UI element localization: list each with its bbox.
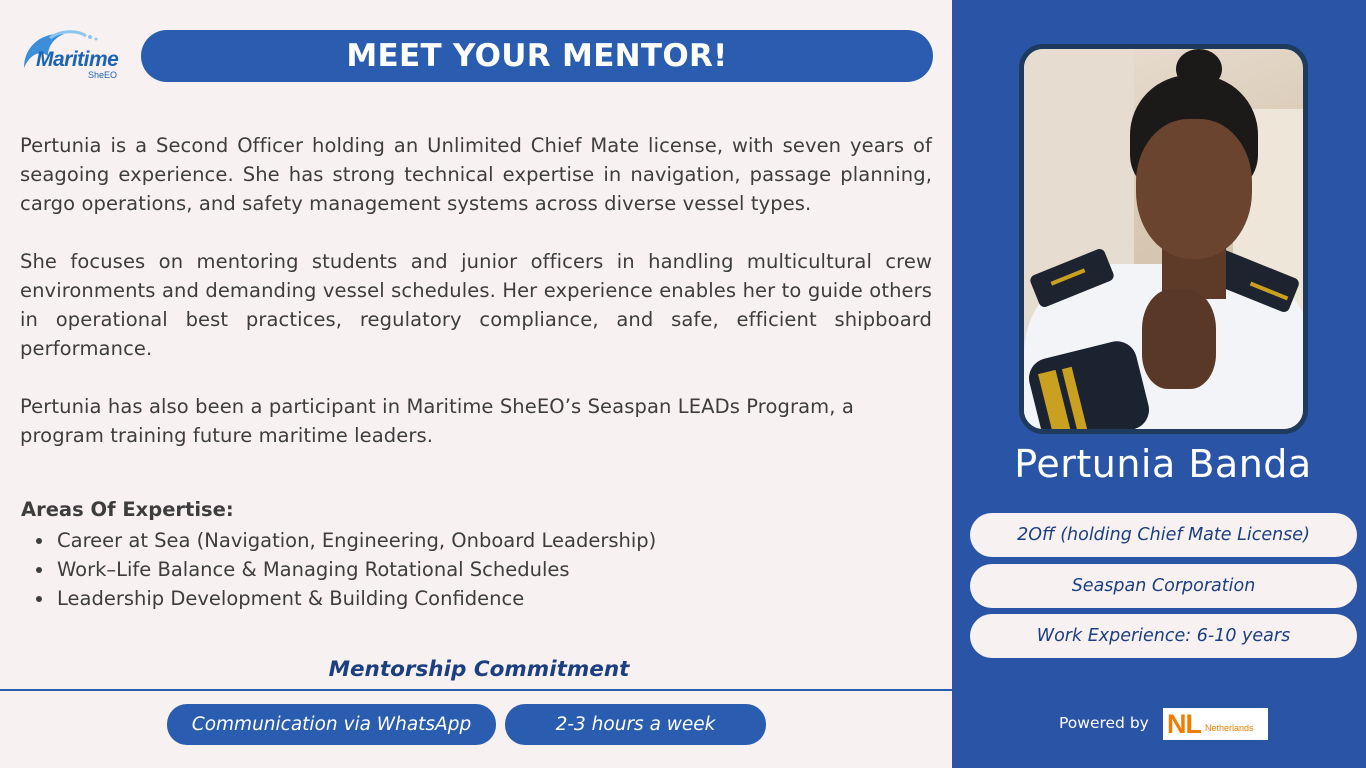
communication-badge	[167, 704, 496, 745]
list-item	[36, 526, 656, 555]
header-banner	[141, 30, 933, 82]
divider	[0, 689, 952, 691]
nl-mark: NL	[1167, 709, 1201, 739]
right-panel	[952, 0, 1366, 768]
expertise-heading: Areas Of Expertise:	[21, 498, 234, 521]
bullet-icon	[36, 596, 42, 602]
expertise-item-label: Work–Life Balance & Managing Rotational Schedules	[57, 558, 570, 581]
role-badge	[970, 513, 1357, 557]
list-item	[36, 555, 656, 584]
mentor-photo	[1019, 44, 1308, 434]
bullet-icon	[36, 538, 42, 544]
mentor-bio	[20, 131, 932, 450]
communication-label: Communication via WhatsApp	[191, 714, 472, 735]
list-item	[36, 584, 656, 613]
role-label: 2Off (holding Chief Mate License)	[1017, 525, 1310, 545]
hours-badge	[505, 704, 766, 745]
bio-paragraph-2: She focuses on mentoring students and junior officers in handling multicultural crew environments and demanding vessel schedules. Her experience enables her to guide others in operational best practices, regulatory compliance, and safe, efficient shipboard performance.	[20, 250, 932, 360]
maritime-sheeo-logo	[20, 28, 120, 82]
commitment-heading: Mentorship Commitment	[328, 657, 630, 682]
netherlands-logo	[1163, 708, 1268, 740]
company-badge	[970, 564, 1357, 608]
expertise-list	[36, 526, 656, 613]
experience-badge	[970, 614, 1357, 658]
nl-text: Netherlands	[1205, 723, 1254, 733]
company-label: Seaspan Corporation	[1071, 576, 1256, 596]
experience-label: Work Experience: 6-10 years	[1036, 626, 1291, 646]
logo-wordmark: Maritime	[36, 48, 119, 71]
bio-paragraph-3: Pertunia has also been a participant in Maritime SheEO’s Seaspan LEADs Program, a program training future maritime leaders.	[20, 395, 854, 447]
logo-subtitle: SheEO	[88, 70, 118, 80]
hours-label: 2-3 hours a week	[555, 714, 716, 735]
expertise-item-label: Career at Sea (Navigation, Engineering, Onboard Leadership)	[57, 529, 657, 552]
bio-paragraph-1: Pertunia is a Second Officer holding an Unlimited Chief Mate license, with seven years of seagoing experience. She has strong technical expertise in navigation, passage planning, cargo operations, and safety management systems across diverse vessel types.	[20, 134, 932, 215]
page-title: MEET YOUR MENTOR!	[346, 38, 728, 74]
mentor-name: Pertunia Banda	[1014, 442, 1312, 486]
bullet-icon	[36, 567, 42, 573]
powered-by-label: Powered by	[1059, 714, 1149, 732]
expertise-item-label: Leadership Development & Building Confidence	[57, 587, 525, 610]
